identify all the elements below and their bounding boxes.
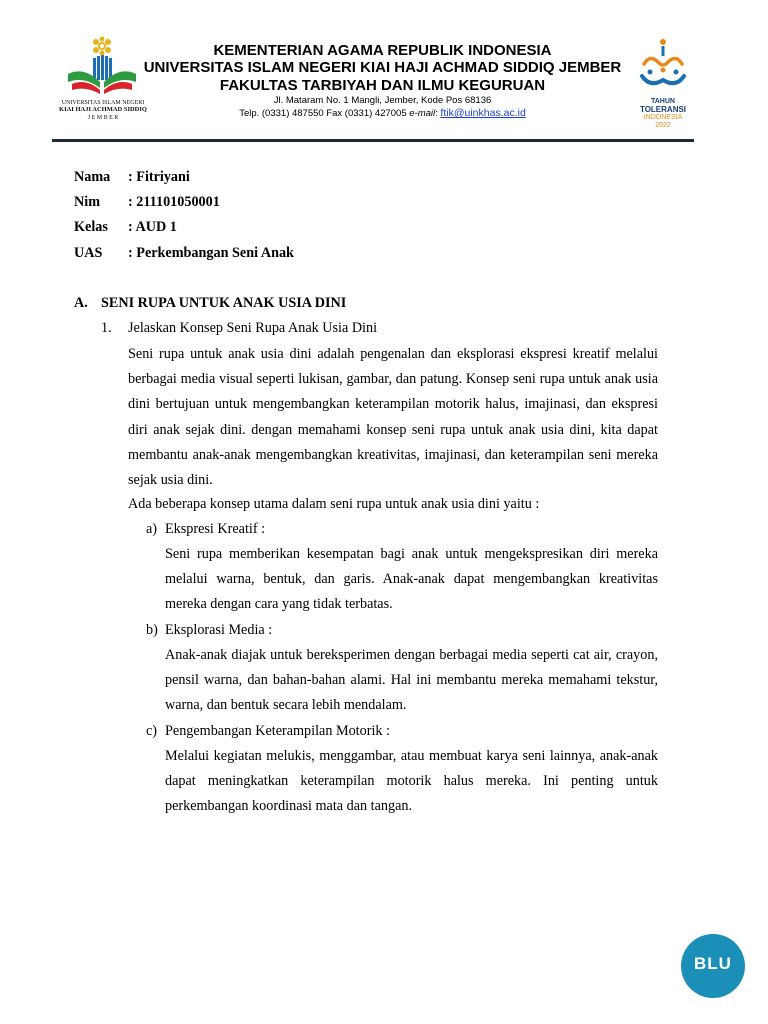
section-marker: A. — [74, 295, 88, 311]
concept-title: Ekspresi Kreatif : — [165, 521, 266, 537]
identity-row — [74, 241, 294, 266]
toleransi-text — [630, 98, 696, 130]
header-contact — [130, 107, 635, 119]
identity-value: : AUD 1 — [128, 219, 177, 236]
identity-row — [74, 190, 220, 215]
blu-logo — [681, 934, 745, 998]
section-title: SENI RUPA UNTUK ANAK USIA DINI — [101, 295, 347, 311]
concept-text: Seni rupa memberikan kesempatan bagi anak untuk mengekspresikan diri mereka melalui warna, bentuk, dan garis. Anak-anak dapat mengembangkan kreativitas mereka dengan cara yang tidak terbatas. — [165, 546, 658, 613]
toleransi-line4: 2022 — [655, 122, 671, 129]
contact-phone: Telp. (0331) 487550 Fax (0331) 427005 — [239, 108, 410, 119]
identity-value: : Fitriyani — [128, 169, 190, 185]
header-divider — [52, 139, 694, 142]
header-address: Jl. Mataram No. 1 Mangli, Jember, Kode Pos 68136 — [273, 95, 492, 106]
identity-row — [74, 165, 190, 190]
email-link[interactable]: ftik@uinkhas.ac.id — [440, 107, 526, 119]
logo-caption-1: UNIVERSITAS ISLAM NEGERI — [61, 100, 145, 106]
question-text: Jelaskan Konsep Seni Rupa Anak Usia Dini — [128, 320, 378, 336]
header-faculty: FAKULTAS TARBIYAH DAN ILMU KEGURUAN — [219, 77, 546, 94]
email-label: e-mail — [409, 108, 436, 119]
concept-marker: b) — [146, 622, 158, 638]
concept-text: Anak-anak diajak untuk bereksperimen dengan berbagai media seperti cat air, crayon, pensil warna, dan bahan-bahan alami. Hal ini membantu mereka memahami tekstur, warna, dan bentuk secara lebih mendalam. — [165, 647, 658, 714]
toleransi-logo — [636, 36, 690, 98]
logo-caption-3: J E M B E R — [87, 115, 119, 121]
identity-row — [74, 215, 177, 240]
question-number: 1. — [101, 320, 112, 336]
concept-marker: a) — [146, 521, 158, 537]
logo-caption-2: KIAI HAJI ACHMAD SIDDIQ — [59, 106, 147, 113]
identity-label: Kelas — [74, 219, 108, 236]
header-ministry: KEMENTERIAN AGAMA REPUBLIK INDONESIA — [213, 42, 552, 59]
toleransi-line1: TAHUN — [651, 98, 675, 105]
answer-intro: Ada beberapa konsep utama dalam seni rupa untuk anak usia dini yaitu : — [128, 496, 540, 512]
identity-label: UAS — [74, 244, 103, 261]
blu-logo-text: BLU — [694, 954, 732, 973]
toleransi-line2: TOLERANSI — [639, 105, 687, 114]
identity-block — [74, 165, 294, 266]
concept-title: Eksplorasi Media : — [165, 622, 273, 638]
concept-text: Melalui kegiatan melukis, menggambar, atau membuat karya seni lainnya, anak-anak dapat meningkatkan keterampilan motorik halus mereka. Ini penting untuk perkembangan koordinasi mata dan tangan. — [165, 748, 658, 815]
email-separator: : — [435, 108, 441, 119]
toleransi-line3: INDONESIA — [643, 114, 683, 121]
identity-value: : Perkembangan Seni Anak — [128, 244, 294, 261]
answer-paragraph: Seni rupa untuk anak usia dini adalah pengenalan dan eksplorasi ekspresi kreatif melalui berbagai media visual seperti lukisan, gambar, dan patung. Konsep seni rupa untuk anak usia dini bertujuan untuk mengembangkan keterampilan motorik halus, imajinasi, dan ekspresi diri anak sejak dini. dengan memahami konsep seni rupa untuk anak usia dini, kita dapat membantu anak-anak mengembangkan kreativitas, imajinasi, dan keterampilan seni mereka sejak usia dini. — [128, 346, 658, 489]
concept-title: Pengembangan Keterampilan Motorik : — [165, 723, 390, 739]
concept-marker: c) — [146, 723, 158, 739]
identity-label: Nama — [74, 169, 111, 185]
identity-value: : 211101050001 — [128, 194, 220, 211]
header-university: UNIVERSITAS ISLAM NEGERI KIAI HAJI ACHMAD SIDDIQ JEMBER — [143, 59, 622, 76]
identity-label: Nim — [74, 194, 101, 211]
